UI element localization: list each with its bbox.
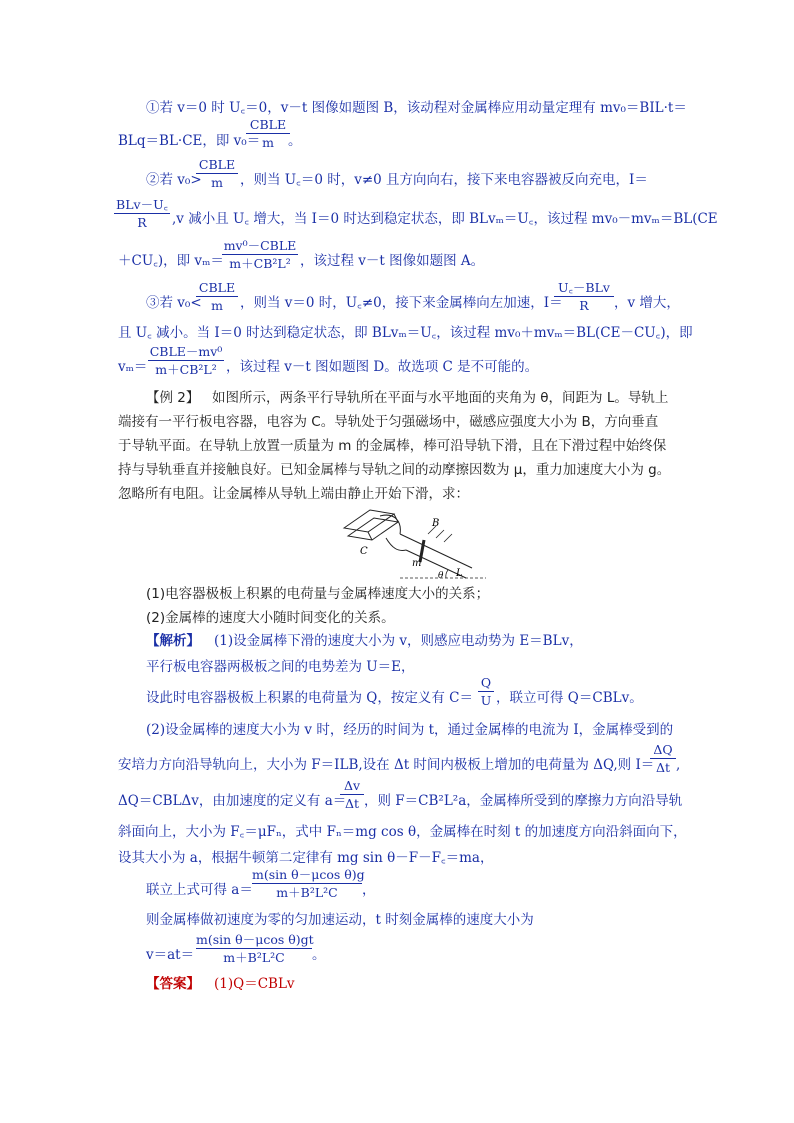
wire-top bbox=[380, 515, 400, 534]
solution-fraction-dv-dt bbox=[340, 778, 364, 811]
rail-upper bbox=[400, 534, 472, 568]
question-2: (2)金属棒的速度大小随时间变化的关系。 bbox=[146, 610, 395, 626]
fraction-denominator: Δt bbox=[344, 796, 360, 811]
para2-line1b: ，则当 U꜀＝0 时，v≠0 且方向向右，接下来电容器被反向充电，I＝ bbox=[240, 172, 648, 188]
wire-bottom bbox=[386, 538, 406, 551]
inclined-rails-capacitor-figure bbox=[340, 504, 490, 584]
fraction-denominator: Δt bbox=[655, 760, 671, 775]
fraction-numerator: m(sin θ－μcos θ)gt bbox=[196, 932, 314, 947]
solution-fraction-v bbox=[196, 932, 312, 965]
para1-fraction bbox=[246, 117, 290, 150]
label-B: B bbox=[432, 518, 440, 529]
fraction-numerator: CBLE bbox=[249, 117, 287, 132]
fraction-numerator: CBLE－mv⁰ bbox=[149, 344, 223, 359]
fraction-numerator: Q bbox=[480, 675, 492, 690]
para2-fraction2 bbox=[114, 197, 170, 230]
fraction-denominator: m bbox=[262, 135, 274, 150]
solution-line4: (2)设金属棒的速度大小为 v 时，经历的时间为 t，通过金属棒的电流为 I，金属棒受到的 bbox=[146, 722, 674, 738]
fraction-numerator: mv⁰－CBLE bbox=[223, 238, 297, 253]
fraction-denominator: m＋CB²L² bbox=[229, 256, 291, 271]
fraction-denominator: R bbox=[579, 298, 589, 313]
para1-line1: ①若 v＝0 时 U꜀＝0，v－t 图像如题图 B，该动程对金属棒应用动量定理有 mv₀＝BIL·t＝ bbox=[146, 100, 687, 116]
para3-fraction1 bbox=[196, 280, 238, 313]
fraction-denominator: m bbox=[211, 298, 223, 313]
para3-line1b: ，则当 v＝0 时，U꜀≠0，接下来金属棒向左加速，I＝ bbox=[240, 295, 563, 311]
solution-line10: 则金属棒做初速度为零的匀加速运动，t 时刻金属棒的速度大小为 bbox=[146, 912, 534, 928]
para2-line2: ,v 减小且 U꜀ 增大，当 I＝0 时达到稳定状态，即 BLvₘ＝U꜀，该过程 mv₀－mvₘ＝BL(CE bbox=[172, 211, 718, 227]
example-line4: 持与导轨垂直并接触良好。已知金属棒与导轨之间的动摩擦因数为 μ，重力加速度大小为 g。 bbox=[118, 462, 671, 478]
fraction-denominator: R bbox=[137, 215, 147, 230]
para3-line1c: ，v 增大， bbox=[614, 295, 680, 311]
fraction-denominator: m＋CB²L² bbox=[155, 362, 217, 377]
fraction-numerator: U꜀－BLv bbox=[558, 280, 610, 295]
example-line5: 忽略所有电阻。让金属棒从导轨上端由静止开始下滑，求： bbox=[118, 486, 469, 502]
solution-fraction-dq-dt bbox=[650, 742, 676, 775]
para3-fraction3 bbox=[148, 344, 224, 377]
para2-fraction1 bbox=[196, 157, 238, 190]
solution-fraction-a bbox=[252, 867, 365, 900]
solution-line6a: ΔQ＝CBLΔv，由加速度的定义有 a＝ bbox=[118, 793, 347, 809]
label-theta: θ bbox=[438, 571, 444, 581]
fraction-numerator: m(sin θ－μcos θ)g bbox=[252, 867, 365, 882]
para2-fraction3 bbox=[222, 238, 298, 271]
example-line1: 如图所示，两条平行导轨所在平面与水平地面的夹角为 θ，间距为 L。导轨上 bbox=[212, 390, 669, 406]
example-line2: 端接有一平行板电容器，电容为 C。导轨处于匀强磁场中，磁感应强度大小为 B，方向垂直 bbox=[118, 414, 659, 430]
para2-line3a: ＋CU꜀)，即 vₘ＝ bbox=[118, 253, 224, 269]
para3-line3b: ，该过程 v－t 图如题图 D。故选项 C 是不可能的。 bbox=[226, 359, 539, 375]
solution-line11a: v＝at＝ bbox=[146, 947, 195, 963]
fraction-denominator: m bbox=[211, 175, 223, 190]
para2-line3b: ，该过程 v－t 图像如题图 A。 bbox=[300, 253, 485, 269]
para1-line2a: BLq＝BL·CE，即 v₀＝ bbox=[118, 133, 261, 149]
para3-line2: 且 U꜀ 减小。当 I＝0 时达到稳定状态，即 BLvₘ＝U꜀，该过程 mv₀＋mvₘ＝BL(CE－CU꜀)，即 bbox=[118, 325, 693, 341]
fraction-denominator: m＋B²L²C bbox=[276, 885, 338, 900]
solution-fraction-q-over-u bbox=[478, 675, 494, 708]
example-label: 【例 2】 bbox=[146, 390, 200, 406]
para3-line1a: ③若 v₀< bbox=[146, 295, 202, 311]
label-m: m bbox=[412, 558, 422, 569]
solution-line7: 斜面向上，大小为 F꜀＝μFₙ，式中 Fₙ＝mg cos θ，金属棒在时刻 t 的加速度方向沿斜面向下， bbox=[118, 824, 687, 840]
solution-line1: (1)设金属棒下滑的速度大小为 v，则感应电动势为 E＝BLv， bbox=[214, 633, 583, 649]
solution-line11b: 。 bbox=[312, 947, 326, 963]
fraction-numerator: Δv bbox=[343, 778, 361, 793]
fraction-numerator: ΔQ bbox=[653, 742, 673, 757]
label-L: L bbox=[456, 568, 463, 579]
solution-tag: 【解析】 bbox=[146, 633, 200, 649]
solution-line3a: 设此时电容器极板上积累的电荷量为 Q，按定义有 C＝ bbox=[146, 690, 473, 706]
example-line3: 于导轨平面。在导轨上放置一质量为 m 的金属棒，棒可沿导轨下滑，且在下滑过程中始终保 bbox=[118, 438, 667, 454]
solution-line5b: , bbox=[676, 757, 681, 773]
para2-line1a: ②若 v₀> bbox=[146, 172, 202, 188]
solution-line9a: 联立上式可得 a＝ bbox=[146, 882, 253, 898]
solution-line2: 平行板电容器两极板之间的电势差为 U＝E， bbox=[146, 659, 415, 675]
fraction-numerator: CBLE bbox=[198, 157, 236, 172]
answer-text: (1)Q＝CBLv bbox=[214, 976, 295, 992]
solution-line5a: 安培力方向沿导轨向上，大小为 F＝ILB,设在 Δt 时间内极板上增加的电荷量为 ΔQ,则 I＝ bbox=[118, 757, 655, 773]
fraction-numerator: CBLE bbox=[198, 280, 236, 295]
fraction-numerator: BLv－U꜀ bbox=[116, 197, 168, 212]
solution-line9b: ， bbox=[362, 882, 376, 898]
fraction-denominator: m＋B²L²C bbox=[223, 950, 285, 965]
answer-tag: 【答案】 bbox=[146, 976, 200, 992]
fraction-denominator: U bbox=[480, 693, 492, 708]
solution-line8: 设其大小为 a，根据牛顿第二定律有 mg sin θ－F－F꜀＝ma， bbox=[118, 850, 494, 866]
para3-fraction2 bbox=[554, 280, 614, 313]
solution-line6b: ，则 F＝CB²L²a，金属棒所受到的摩擦力方向沿导轨 bbox=[364, 793, 683, 809]
para3-line3a: vₘ＝ bbox=[118, 359, 148, 375]
question-1: (1)电容器极板上积累的电荷量与金属棒速度大小的关系； bbox=[146, 586, 490, 602]
para1-line2b: 。 bbox=[288, 133, 302, 149]
label-C: C bbox=[360, 546, 368, 557]
solution-line3b: ，联立可得 Q＝CBLv。 bbox=[496, 690, 643, 706]
